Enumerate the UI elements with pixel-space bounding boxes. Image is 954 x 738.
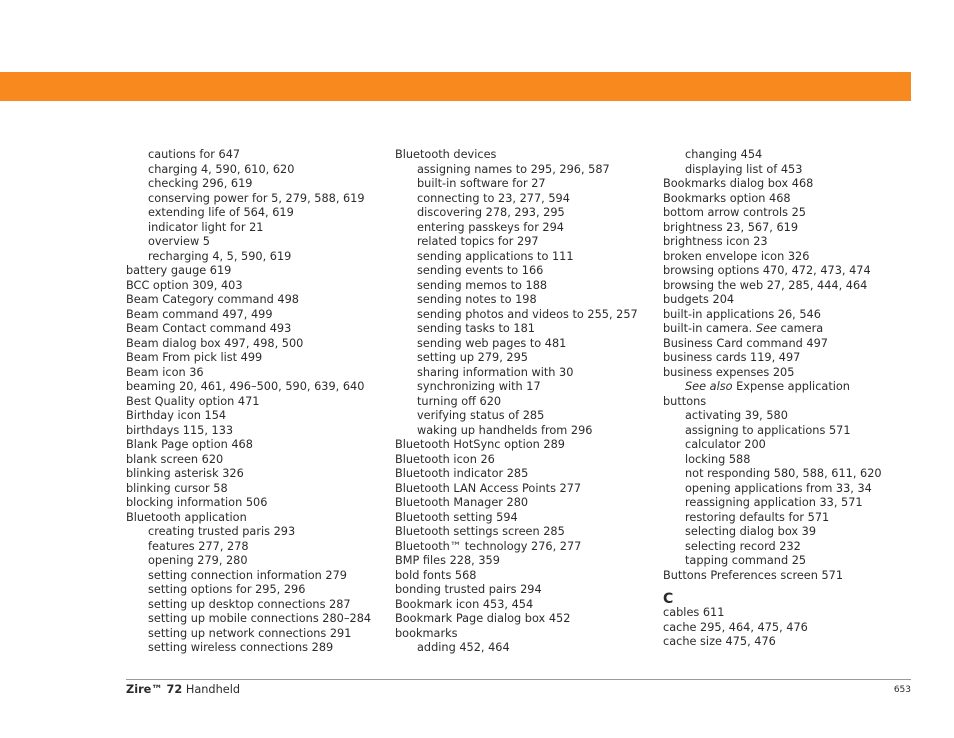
index-subentry: discovering 278, 293, 295 [417, 206, 565, 219]
index-subentry: reassigning application 33, 571 [685, 496, 863, 509]
index-entry: Buttons Preferences screen 571 [663, 568, 844, 582]
index-entry: birthdays 115, 133 [126, 423, 234, 437]
index-entry: BMP files 228, 359 [395, 554, 500, 567]
index-entry: Bluetooth devices [395, 148, 497, 161]
index-subentry: opening 279, 280 [148, 554, 248, 567]
index-subentry: opening applications from 33, 34 [685, 481, 872, 495]
index-entry: Bookmarks option 468 [663, 191, 791, 205]
index-entry: Bluetooth setting 594 [395, 510, 518, 524]
index-entry: Beam command 497, 499 [126, 307, 273, 321]
index-entry: Bluetooth indicator 285 [395, 467, 529, 480]
index-entry: business cards 119, 497 [663, 351, 801, 364]
footer-divider [126, 679, 911, 680]
index-entry: bookmarks [395, 626, 458, 640]
index-subentry: sending events to 166 [417, 264, 544, 277]
index-subentry: selecting record 232 [685, 539, 801, 553]
index-entry: built-in applications 26, 546 [663, 307, 821, 321]
index-entry: blinking cursor 58 [126, 481, 228, 495]
index-entry: cache 295, 464, 475, 476 [663, 620, 808, 634]
index-entry: BCC option 309, 403 [126, 278, 243, 292]
index-subentry: recharging 4, 5, 590, 619 [148, 249, 292, 263]
index-subentry: setting wireless connections 289 [148, 641, 334, 654]
index-entry: Bluetooth LAN Access Points 277 [395, 481, 582, 495]
index-subentry: verifying status of 285 [417, 409, 545, 422]
index-subentry: built-in software for 27 [417, 177, 546, 190]
index-entry: blinking asterisk 326 [126, 467, 244, 480]
index-entry: buttons [663, 394, 707, 408]
index-subentry: cautions for 647 [148, 148, 241, 161]
index-subentry: extending life of 564, 619 [148, 206, 294, 219]
index-entry: cache size 475, 476 [663, 635, 776, 648]
index-entry: Bluetooth Manager 280 [395, 496, 529, 509]
index-entry: budgets 204 [663, 293, 735, 306]
index-entry: Beam Contact command 493 [126, 322, 292, 335]
index-subentry: assigning names to 295, 296, 587 [417, 162, 610, 176]
index-entry: browsing options 470, 472, 473, 474 [663, 264, 871, 277]
index-subentry: related topics for 297 [417, 235, 539, 248]
index-entry: Bluetooth™ technology 276, 277 [395, 539, 582, 553]
index-subentry: turning off 620 [417, 394, 502, 408]
index-subentry: calculator 200 [685, 438, 766, 451]
index-subentry: displaying list of 453 [685, 162, 803, 176]
index-entry: Bluetooth settings screen 285 [395, 525, 565, 538]
index-subentry: entering passkeys for 294 [417, 220, 564, 234]
index-entry: brightness 23, 567, 619 [663, 220, 799, 234]
index-subentry: setting connection information 279 [148, 568, 347, 582]
index-column-3 [663, 148, 913, 650]
index-entry: business expenses 205 [663, 365, 795, 379]
index-subentry: setting up desktop connections 287 [148, 597, 351, 611]
index-entry: bold fonts 568 [395, 568, 477, 582]
page-number: 653 [893, 685, 911, 695]
index-subentry: setting up mobile connections 280–284 [148, 612, 372, 625]
index-entry: Beam From pick list 499 [126, 351, 263, 364]
index-subentry: sending web pages to 481 [417, 336, 567, 350]
index-subentry: locking 588 [685, 452, 751, 466]
index-subentry: synchronizing with 17 [417, 380, 541, 393]
index-entry: Bluetooth application [126, 510, 247, 524]
index-subentry: indicator light for 21 [148, 220, 264, 234]
index-subentry: setting up 279, 295 [417, 351, 528, 364]
index-entry: brightness icon 23 [663, 235, 768, 248]
index-subentry: setting options for 295, 296 [148, 583, 306, 596]
index-subentry: not responding 580, 588, 611, 620 [685, 467, 882, 480]
index-entry: Blank Page option 468 [126, 438, 253, 451]
index-subentry: charging 4, 590, 610, 620 [148, 162, 295, 176]
header-banner [0, 72, 911, 101]
footer-product [126, 683, 240, 696]
index-subentry: checking 296, 619 [148, 177, 253, 190]
index-entry: Bookmarks dialog box 468 [663, 177, 814, 190]
index-entry: Birthday icon 154 [126, 409, 227, 422]
index-entry: Beam Category command 498 [126, 293, 299, 306]
index-entry: built-in camera. See camera [663, 322, 824, 335]
index-entry: broken envelope icon 326 [663, 249, 810, 263]
index-subentry: tapping command 25 [685, 554, 807, 567]
index-subentry: connecting to 23, 277, 594 [417, 191, 570, 205]
index-column-2 [395, 148, 657, 656]
index-entry: Beam dialog box 497, 498, 500 [126, 336, 304, 350]
index-entry: Bookmark Page dialog box 452 [395, 612, 571, 625]
index-subentry: features 277, 278 [148, 539, 249, 553]
index-subentry: sending memos to 188 [417, 278, 548, 292]
index-entry: Beam icon 36 [126, 365, 204, 379]
index-subentry: sharing information with 30 [417, 365, 574, 379]
index-entry: Bookmark icon 453, 454 [395, 597, 534, 611]
index-entry: battery gauge 619 [126, 264, 232, 277]
index-section-letter: C [663, 591, 674, 607]
index-subentry: sending applications to 111 [417, 249, 574, 263]
see-reference-label: See [755, 322, 777, 335]
footer-product-name: Zire™ 72 [126, 683, 183, 696]
index-subentry: sending tasks to 181 [417, 322, 535, 335]
index-entry: bonding trusted pairs 294 [395, 583, 542, 596]
index-column-1 [126, 148, 388, 656]
index-subentry: restoring defaults for 571 [685, 510, 830, 524]
index-subentry: sending photos and videos to 255, 257 [417, 307, 638, 321]
index-subentry: creating trusted paris 293 [148, 525, 296, 538]
index-subentry: conserving power for 5, 279, 588, 619 [148, 191, 365, 205]
index-subentry: adding 452, 464 [417, 641, 510, 654]
index-subentry: assigning to applications 571 [685, 423, 851, 437]
index-entry: beaming 20, 461, 496–500, 590, 639, 640 [126, 380, 365, 393]
index-subentry: setting up network connections 291 [148, 626, 352, 640]
index-subentry: overview 5 [148, 235, 210, 248]
index-subentry: sending notes to 198 [417, 293, 537, 306]
index-entry: Bluetooth icon 26 [395, 452, 495, 466]
index-entry: bottom arrow controls 25 [663, 206, 806, 219]
index-entry: Best Quality option 471 [126, 394, 260, 408]
index-entry: blank screen 620 [126, 452, 224, 466]
index-subentry: selecting dialog box 39 [685, 525, 817, 538]
index-entry: Bluetooth HotSync option 289 [395, 438, 565, 451]
index-subentry: waking up handhelds from 296 [417, 423, 593, 437]
index-subentry: See also Expense application [685, 380, 850, 393]
index-entry: cables 611 [663, 606, 725, 619]
index-subentry: changing 454 [685, 148, 763, 161]
index-subentry: activating 39, 580 [685, 409, 788, 422]
footer-product-suffix: Handheld [182, 683, 241, 696]
index-entry: Business Card command 497 [663, 336, 828, 350]
see-reference-label: See also [685, 380, 733, 393]
index-entry: browsing the web 27, 285, 444, 464 [663, 278, 868, 292]
index-entry: blocking information 506 [126, 496, 268, 509]
